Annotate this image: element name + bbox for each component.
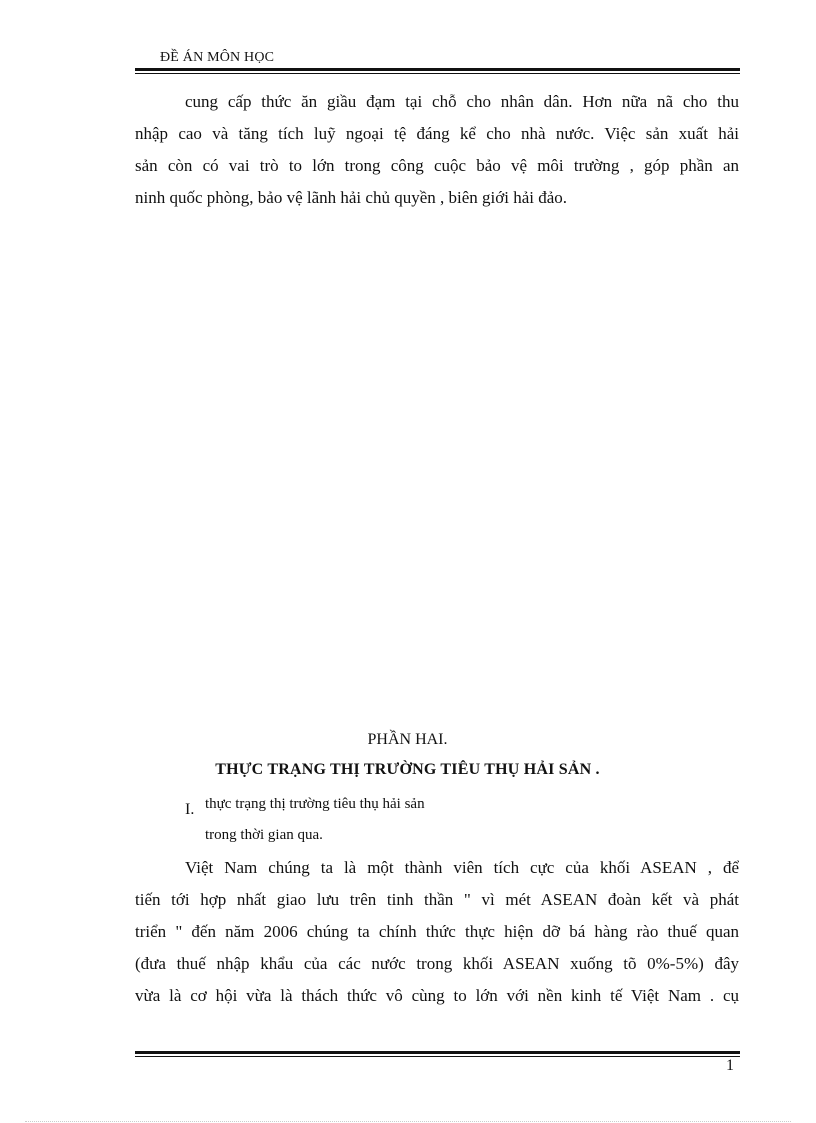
footer-rule-thin — [135, 1056, 740, 1057]
paragraph-continuation — [135, 86, 739, 214]
part-title: THỰC TRẠNG THỊ TRƯỜNG TIÊU THỤ HẢI SẢN . — [215, 761, 600, 778]
section-number: I. — [185, 801, 195, 818]
paragraph-line: ninh quốc phòng, bảo vệ lãnh hải chủ quyền , biên giới hải đảo. — [135, 188, 568, 207]
paragraph-line: Việt Nam chúng ta là một thành viên tích cực của khối ASEAN , để — [185, 858, 739, 877]
footer-rule-thick — [135, 1051, 740, 1054]
running-header-title: ĐỀ ÁN MÔN HỌC — [160, 50, 275, 65]
paragraph-line: cung cấp thức ăn giầu đạm tại chỗ cho nhân dân. Hơn nữa nã cho thu — [185, 92, 739, 111]
header-rule-thin — [135, 73, 740, 74]
paragraph-line: nhập cao và tăng tích luỹ ngoại tệ đáng kể cho nhà nước. Việc sản xuất hải — [135, 124, 739, 143]
header-rule-thick — [135, 68, 740, 71]
section-title-line-2: trong thời gian qua. — [205, 827, 323, 843]
paragraph-line: sản còn có vai trò to lớn trong công cuộc bảo vệ môi trường , góp phần an — [135, 156, 739, 175]
paragraph-body — [135, 852, 739, 1012]
page-bottom-dotted-edge — [25, 1121, 791, 1122]
page-number: 1 — [726, 1057, 734, 1074]
section-title-line-1: thực trạng thị trường tiêu thụ hải sản — [205, 796, 425, 812]
paragraph-line: (đưa thuế nhập khẩu của các nước trong khối ASEAN xuống tõ 0%-5%) đây — [135, 954, 739, 973]
paragraph-line: vừa là cơ hội vừa là thách thức vô cùng to lớn với nền kinh tế Việt Nam . cụ — [135, 986, 739, 1005]
part-label: PHẦN HAI. — [367, 731, 448, 748]
paragraph-line: tiến tới hợp nhất giao lưu trên tinh thần " vì mét ASEAN đoàn kết và phát — [135, 890, 739, 909]
paragraph-line: triển " đến năm 2006 chúng ta chính thức thực hiện dỡ bá hàng rào thuế quan — [135, 922, 739, 941]
